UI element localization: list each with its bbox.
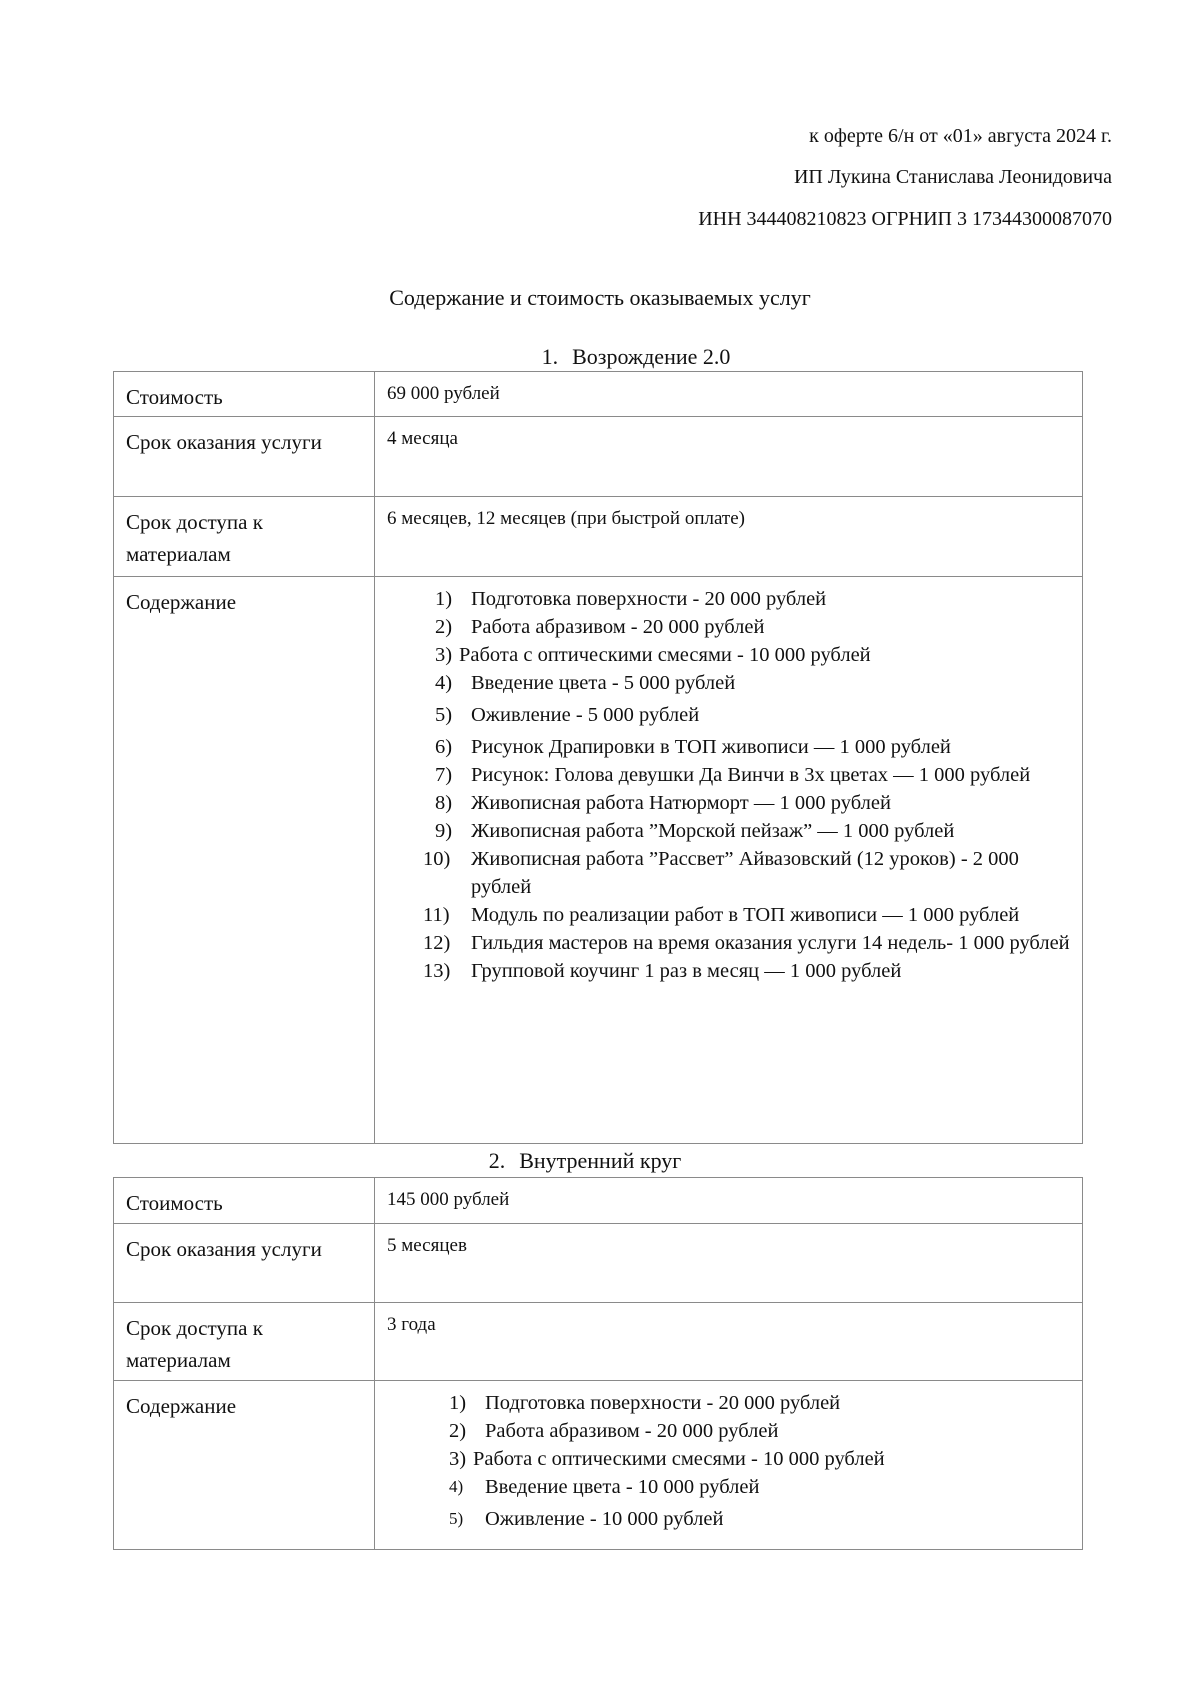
tax-ids: ИНН 344408210823 ОГРНИП 3 17344300087070 [698, 208, 1112, 230]
table-row [114, 497, 1083, 577]
table-row [114, 1178, 1083, 1224]
access-value: 3 года [375, 1303, 1083, 1381]
section-heading-2 [0, 1148, 1185, 1174]
term-label: Срок оказания услуги [114, 1224, 375, 1303]
list-item: 4) Введение цвета - 10 000 рублей [449, 1476, 760, 1498]
list-item: 13) Групповой коучинг 1 раз в месяц — 1 000 рублей [423, 960, 902, 982]
term-label: Срок оказания услуги [114, 417, 375, 497]
list-item: 9) Живописная работа ”Морской пейзаж” — 1 000 рублей [435, 820, 955, 842]
content-label: Содержание [114, 577, 375, 1144]
access-label: Срок доступа к материалам [114, 1303, 375, 1381]
list-item: 3) Работа с оптическими смесями - 10 000 рублей [449, 1448, 885, 1470]
section-name: Возрождение 2.0 [572, 344, 731, 369]
content-list [387, 1383, 1070, 1533]
list-item: 4) Введение цвета - 5 000 рублей [435, 672, 736, 694]
content-list-cell [375, 577, 1083, 1144]
list-item: 1) Подготовка поверхности - 20 000 рублей [435, 588, 827, 610]
section-name: Внутренний круг [519, 1148, 682, 1173]
content-list-cell [375, 1381, 1083, 1550]
service-table-2 [113, 1177, 1083, 1550]
service-table-1 [113, 371, 1083, 1144]
list-item: 6) Рисунок Драпировки в ТОП живописи — 1 000 рублей [435, 736, 951, 758]
list-item: 2) Работа абразивом - 20 000 рублей [435, 616, 765, 638]
section-number: 1. [541, 344, 559, 369]
list-item: 2) Работа абразивом - 20 000 рублей [449, 1420, 779, 1442]
section-heading-1 [36, 344, 1200, 370]
cost-label: Стоимость [114, 372, 375, 417]
list-item: 1) Подготовка поверхности - 20 000 рублей [449, 1392, 841, 1414]
entrepreneur-name: ИП Лукина Станислава Леонидовича [793, 166, 1112, 188]
list-item: 12) Гильдия мастеров на время оказания услуги 14 недель- 1 000 рублей [423, 932, 1070, 954]
list-item: 5) Оживление - 5 000 рублей [435, 704, 700, 726]
list-item: 11) Модуль по реализации работ в ТОП живописи — 1 000 рублей [423, 904, 1020, 926]
content-list [387, 579, 1070, 985]
term-value: 4 месяца [375, 417, 1083, 497]
list-item: 8) Живописная работа Натюрморт — 1 000 рублей [435, 792, 891, 814]
table-row [114, 417, 1083, 497]
section-number: 2. [488, 1148, 506, 1173]
document-title: Содержание и стоимость оказываемых услуг [389, 285, 811, 310]
table-row [114, 577, 1083, 1144]
table-row [114, 1224, 1083, 1303]
list-item: 5) Оживление - 10 000 рублей [449, 1508, 724, 1530]
list-item: 7) Рисунок: Голова девушки Да Винчи в 3х цветах — 1 000 рублей [435, 764, 1031, 786]
cost-value: 145 000 рублей [375, 1178, 1083, 1224]
cost-value: 69 000 рублей [375, 372, 1083, 417]
cost-label: Стоимость [114, 1178, 375, 1224]
list-item: 3) Работа с оптическими смесями - 10 000 рублей [435, 644, 871, 666]
table-row [114, 372, 1083, 417]
table-row [114, 1381, 1083, 1550]
list-item: 10) Живописная работа ”Рассвет” Айвазовский (12 уроков) - 2 000 рублей [423, 848, 1019, 898]
offer-reference: к оферте 6/н от «01» августа 2024 г. [809, 125, 1112, 147]
access-label: Срок доступа к материалам [114, 497, 375, 577]
table-row [114, 1303, 1083, 1381]
content-label: Содержание [114, 1381, 375, 1550]
access-value: 6 месяцев, 12 месяцев (при быстрой оплате) [375, 497, 1083, 577]
term-value: 5 месяцев [375, 1224, 1083, 1303]
